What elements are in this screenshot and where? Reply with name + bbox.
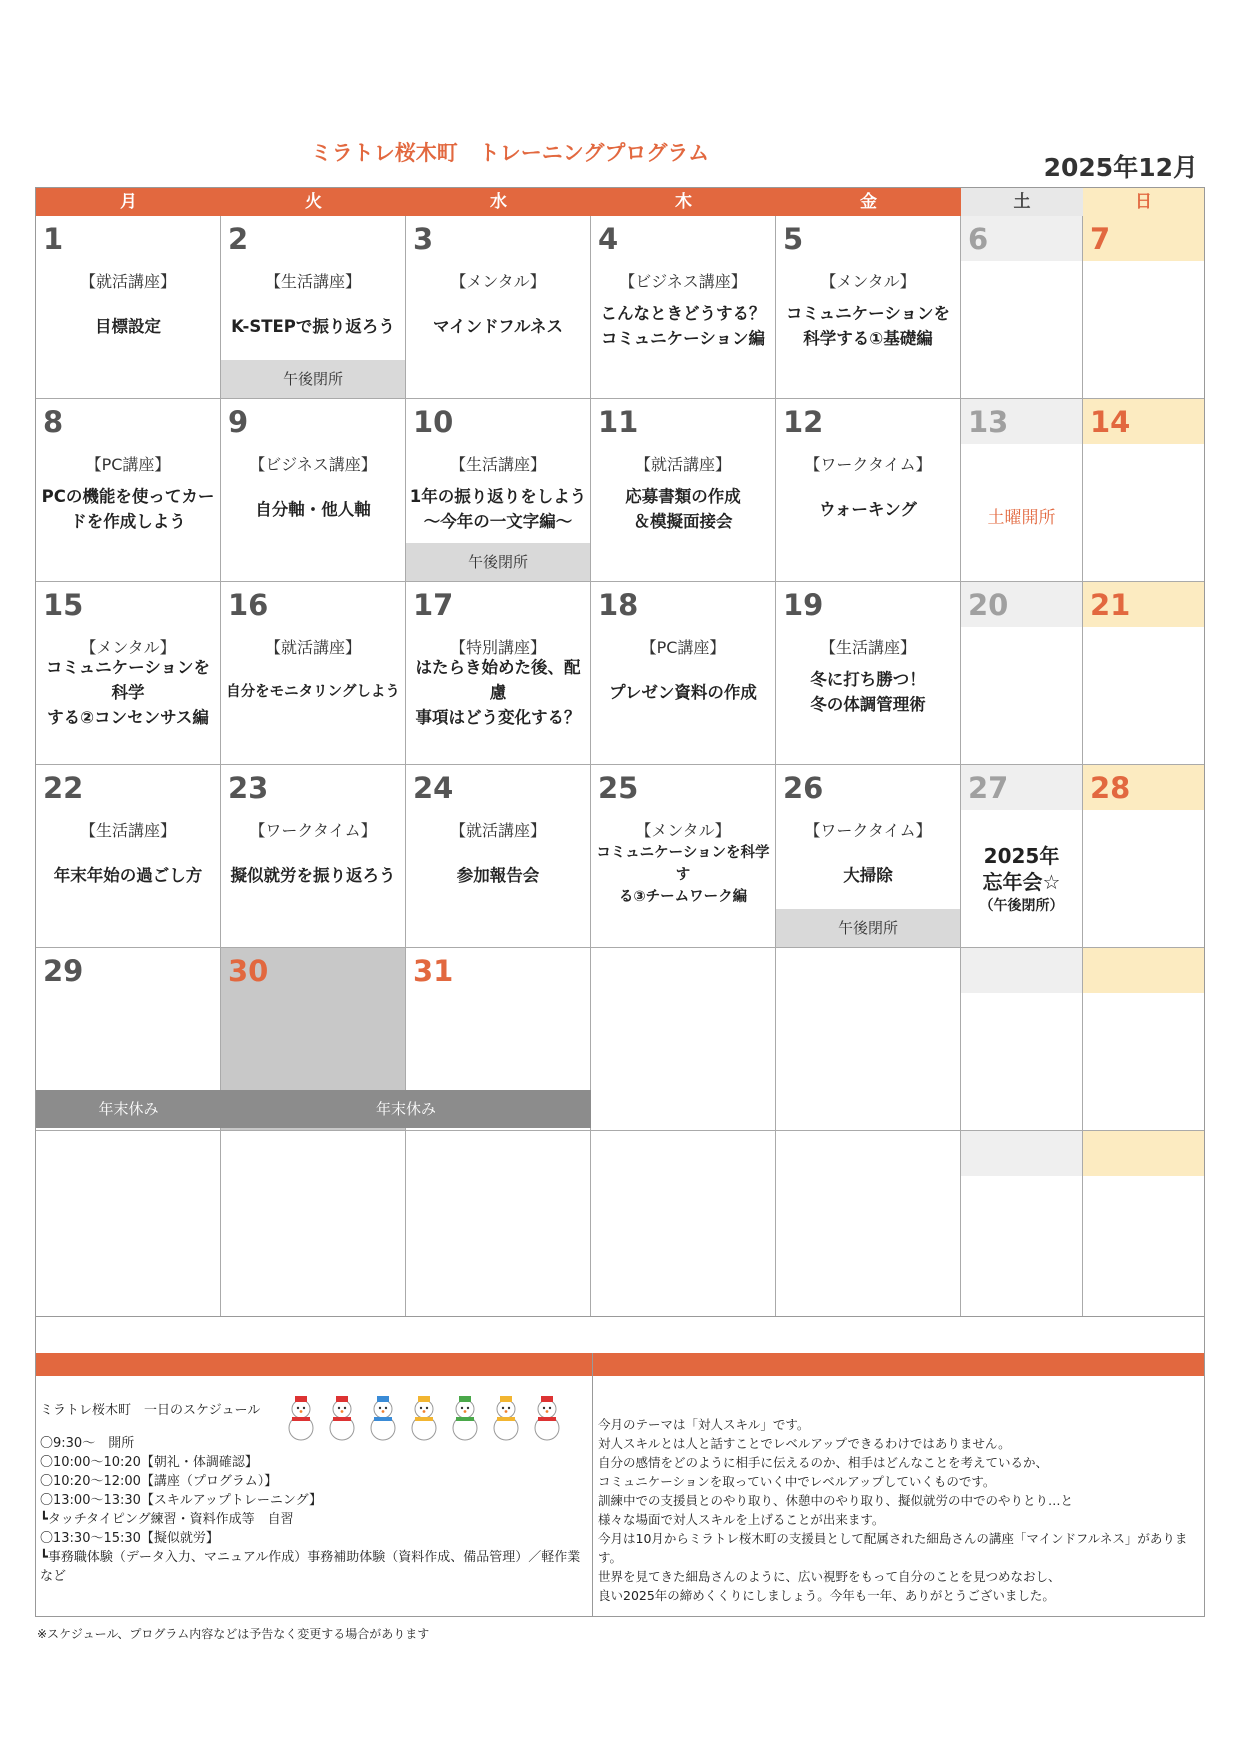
program-category: 【メンタル】: [80, 638, 176, 657]
program-title-text: ウォーキング: [819, 499, 917, 519]
party-line: 忘年会☆: [982, 870, 1061, 894]
day-cell-1: [36, 216, 221, 399]
day-number: 6: [968, 222, 989, 256]
program-title: [224, 849, 402, 901]
day-cell-8: [36, 399, 221, 582]
program-category: 【ワークタイム】: [249, 821, 377, 840]
program-title-text: マインドフルネス: [432, 316, 564, 336]
day-number: 9: [228, 405, 249, 439]
program-title: [409, 849, 587, 901]
theme-line: 対人スキルとは人と話すことでレベルアップできるわけではありません。: [598, 1436, 1011, 1451]
program-title: [594, 845, 772, 905]
empty-cell: [1083, 948, 1204, 1131]
day-cell-15: [36, 582, 221, 765]
day-number: 17: [413, 588, 454, 622]
weekend-band: [1083, 948, 1204, 993]
program-title: [779, 300, 957, 352]
month-label: 2025年12月: [1043, 153, 1198, 182]
program-category: 【ワークタイム】: [804, 455, 932, 474]
empty-cell: [36, 1131, 221, 1316]
day-number: 27: [968, 771, 1009, 805]
program-title-text: PCの機能を使ってカー ドを作成しよう: [41, 487, 215, 531]
day-number: 10: [413, 405, 454, 439]
day-cell-21: [1083, 582, 1204, 765]
program-category: 【生活講座】: [449, 455, 546, 474]
theme-line: 世界を見てきた細島さんのように、広い視野をもって自分のことを見つめなおし、: [598, 1569, 1061, 1584]
day-cell-19: [776, 582, 961, 765]
year-end-holiday-bar: 年末休み: [221, 1090, 591, 1128]
schedule-heading: ミラトレ桜木町 一日のスケジュール: [40, 1403, 261, 1418]
day-number: 24: [413, 771, 454, 805]
program-category: 【就活講座】: [634, 455, 731, 474]
day-cell-11: [591, 399, 776, 582]
theme-line: 今月は10月からミラトレ桜木町の支援員として配属された細島さんの講座「マインドフルネス」があります。: [598, 1531, 1188, 1565]
empty-cell: [591, 1131, 776, 1316]
day-number: 22: [43, 771, 84, 805]
program-title: [594, 300, 772, 352]
page-title: ミラトレ桜木町 トレーニングプログラム: [310, 141, 710, 165]
program-category: 【メンタル】: [820, 272, 916, 291]
day-cell-26: [776, 765, 961, 948]
program-category: 【PC講座】: [640, 638, 726, 657]
program-category: 【就活講座】: [264, 638, 361, 657]
day-cell-2: [221, 216, 406, 399]
program-title-text: 冬に打ち勝つ！ 冬の体調管理術: [810, 670, 926, 714]
program-category: 【PC講座】: [85, 455, 171, 474]
saturday-open-note: 土曜開所: [987, 508, 1056, 528]
empty-cell: [1083, 1131, 1204, 1316]
day-cell-10: [406, 399, 591, 582]
party-line: （午後閉所）: [979, 898, 1064, 914]
party-line: 2025年: [983, 844, 1060, 868]
schedule-line: 〇10:00～10:20【朝礼・体調確認】: [40, 1455, 258, 1470]
empty-cell: [591, 948, 776, 1131]
day-number: 2: [228, 222, 249, 256]
day-cell-28: [1083, 765, 1204, 948]
program-title-text: K-STEPで振り返ろう: [231, 316, 395, 336]
day-cell-24: [406, 765, 591, 948]
weekday-header-fri: 金: [776, 188, 961, 216]
program-title-text: 擬似就労を振り返ろう: [230, 865, 396, 885]
daily-schedule: [40, 1401, 588, 1586]
theme-line: 様々な場面で対人スキルを上げることが出来ます。: [598, 1512, 885, 1527]
year-end-party: [961, 843, 1082, 917]
program-category: 【生活講座】: [264, 272, 361, 291]
program-title-text: コミュニケーションを科学す る③チームワーク編: [596, 845, 770, 905]
day-cell-16: [221, 582, 406, 765]
day-number: 20: [968, 588, 1009, 622]
day-cell-20: [961, 582, 1083, 765]
year-end-holiday-bar: 年末休み: [36, 1090, 221, 1128]
program-title: [779, 849, 957, 901]
day-number: 14: [1090, 405, 1131, 439]
day-cell-5: [776, 216, 961, 399]
program-title-text: 自分軸・他人軸: [255, 499, 371, 519]
day-number: 4: [598, 222, 619, 256]
day-cell-7: [1083, 216, 1204, 399]
day-number: 7: [1090, 222, 1111, 256]
program-title-text: プレゼン資料の作成: [609, 682, 757, 702]
day-number: 30: [228, 954, 269, 988]
day-number: 8: [43, 405, 64, 439]
theme-line: 良い2025年の締めくくりにしましょう。今年も一年、ありがとうございました。: [598, 1588, 1055, 1603]
program-category: 【生活講座】: [819, 638, 916, 657]
schedule-line: 〇10:20～12:00【講座（プログラム）】: [40, 1474, 278, 1489]
day-number: 23: [228, 771, 269, 805]
weekday-header-tue: 火: [221, 188, 406, 216]
day-number: 31: [413, 954, 454, 988]
day-number: 15: [43, 588, 84, 622]
empty-cell: [406, 1131, 591, 1316]
calendar-grid: [35, 187, 1205, 1317]
afternoon-closed-note: 午後閉所: [221, 360, 405, 398]
schedule-line: 〇13:30～15:30【擬似就労】: [40, 1531, 219, 1546]
program-title: [594, 483, 772, 535]
empty-cell: [961, 1131, 1083, 1316]
day-cell-12: [776, 399, 961, 582]
day-cell-4: [591, 216, 776, 399]
weekday-header-wed: 水: [406, 188, 591, 216]
day-number: 18: [598, 588, 639, 622]
program-category: 【ビジネス講座】: [619, 272, 747, 291]
program-title: [409, 657, 587, 727]
day-number: 29: [43, 954, 84, 988]
schedule-line: ┗タッチタイピング練習・資料作成等 自習: [40, 1512, 294, 1527]
day-number: 11: [598, 405, 639, 439]
day-cell-14: [1083, 399, 1204, 582]
weekend-band: [961, 948, 1082, 993]
theme-line: 今月のテーマは「対人スキル」です。: [598, 1417, 810, 1432]
day-cell-6: [961, 216, 1083, 399]
day-cell-17: [406, 582, 591, 765]
footnote: ※スケジュール、プログラム内容などは予告なく変更する場合があります: [37, 1627, 430, 1641]
weekday-header-mon: 月: [36, 188, 221, 216]
program-title: [39, 849, 217, 901]
program-title-text: コミュニケーションを科学 する②コンセンサス編: [45, 657, 210, 727]
theme-line: コミュニケーションを取っていく中でレベルアップしていくものです。: [598, 1474, 996, 1489]
day-cell-18: [591, 582, 776, 765]
theme-line: 訓練中での支援員とのやり取り、休憩中のやり取り、擬似就労の中でのやりとり…と: [598, 1493, 1074, 1508]
program-category: 【メンタル】: [450, 272, 546, 291]
program-title-text: 年末年始の過ごし方: [53, 865, 203, 885]
program-title: [779, 666, 957, 718]
blank-row: [36, 1317, 1204, 1354]
weekend-band: [1083, 1131, 1204, 1176]
schedule-line: 〇13:00～13:30【スキルアップトレーニング】: [40, 1493, 323, 1508]
program-title: [409, 483, 587, 535]
day-number: 3: [413, 222, 434, 256]
day-number: 5: [783, 222, 804, 256]
day-cell-3: [406, 216, 591, 399]
day-number: 12: [783, 405, 824, 439]
day-number: 28: [1090, 771, 1131, 805]
afternoon-closed-note: 午後閉所: [776, 909, 960, 947]
day-cell-23: [221, 765, 406, 948]
day-number: 1: [43, 222, 64, 256]
empty-cell: [221, 1131, 406, 1316]
program-title: [224, 483, 402, 535]
empty-cell: [776, 948, 961, 1131]
program-title-text: 1年の振り返りをしよう ～今年の一文字編～: [409, 487, 587, 531]
day-cell-27: [961, 765, 1083, 948]
day-number: 26: [783, 771, 824, 805]
day-cell-13: [961, 399, 1083, 582]
program-title: [779, 483, 957, 535]
column-divider: [592, 1353, 593, 1616]
program-title: [39, 657, 217, 727]
day-cell-9: [221, 399, 406, 582]
program-title-text: 自分をモニタリングしよう: [226, 684, 400, 700]
program-title: [224, 666, 402, 718]
schedule-line: ┗事務職体験（データ入力、マニュアル作成）事務補助体験（資料作成、備品管理）／軽作業 など: [40, 1550, 581, 1584]
program-title-text: 大掃除: [843, 865, 893, 885]
program-title: [224, 300, 402, 352]
program-category: 【就活講座】: [449, 821, 546, 840]
program-category: 【ワークタイム】: [804, 821, 932, 840]
orange-divider: [36, 1353, 1204, 1376]
program-title-text: こんなときどうする？ コミュニケーション編: [600, 304, 766, 348]
day-number: 13: [968, 405, 1009, 439]
info-section: [35, 1317, 1205, 1617]
day-number: 25: [598, 771, 639, 805]
day-cell-25: [591, 765, 776, 948]
weekday-header-sun: 日: [1083, 188, 1204, 216]
program-title-text: コミュニケーションを 科学する①基礎編: [785, 304, 950, 348]
program-title: [39, 300, 217, 352]
day-cell-22: [36, 765, 221, 948]
program-title-text: はたらき始めた後、配慮 事項はどう変化する？: [415, 657, 581, 727]
weekday-header-sat: 土: [961, 188, 1083, 216]
program-title: [594, 666, 772, 718]
program-title-text: 応募書類の作成 ＆模擬面接会: [625, 487, 741, 531]
theme-line: 自分の感情をどのように相手に伝えるのか、相手はどんなことを考えているか、: [598, 1455, 1049, 1470]
program-category: 【特別講座】: [449, 638, 546, 657]
program-category: 【ビジネス講座】: [249, 455, 377, 474]
program-category: 【就活講座】: [79, 272, 176, 291]
program-category: 【生活講座】: [79, 821, 176, 840]
day-number: 19: [783, 588, 824, 622]
program-title-text: 目標設定: [95, 316, 161, 336]
day-number: 16: [228, 588, 269, 622]
schedule-lines: [40, 1434, 588, 1586]
schedule-line: 〇9:30～ 開所: [40, 1436, 135, 1451]
program-title: [409, 300, 587, 352]
program-category: 【メンタル】: [635, 821, 731, 840]
empty-cell: [776, 1131, 961, 1316]
program-title-text: 参加報告会: [456, 865, 540, 885]
program-title: [39, 483, 217, 535]
afternoon-closed-note: 午後閉所: [406, 543, 590, 581]
empty-cell: [961, 948, 1083, 1131]
day-number: 21: [1090, 588, 1131, 622]
weekday-header-thu: 木: [591, 188, 776, 216]
weekend-band: [961, 1131, 1082, 1176]
monthly-theme: [598, 1415, 1198, 1605]
